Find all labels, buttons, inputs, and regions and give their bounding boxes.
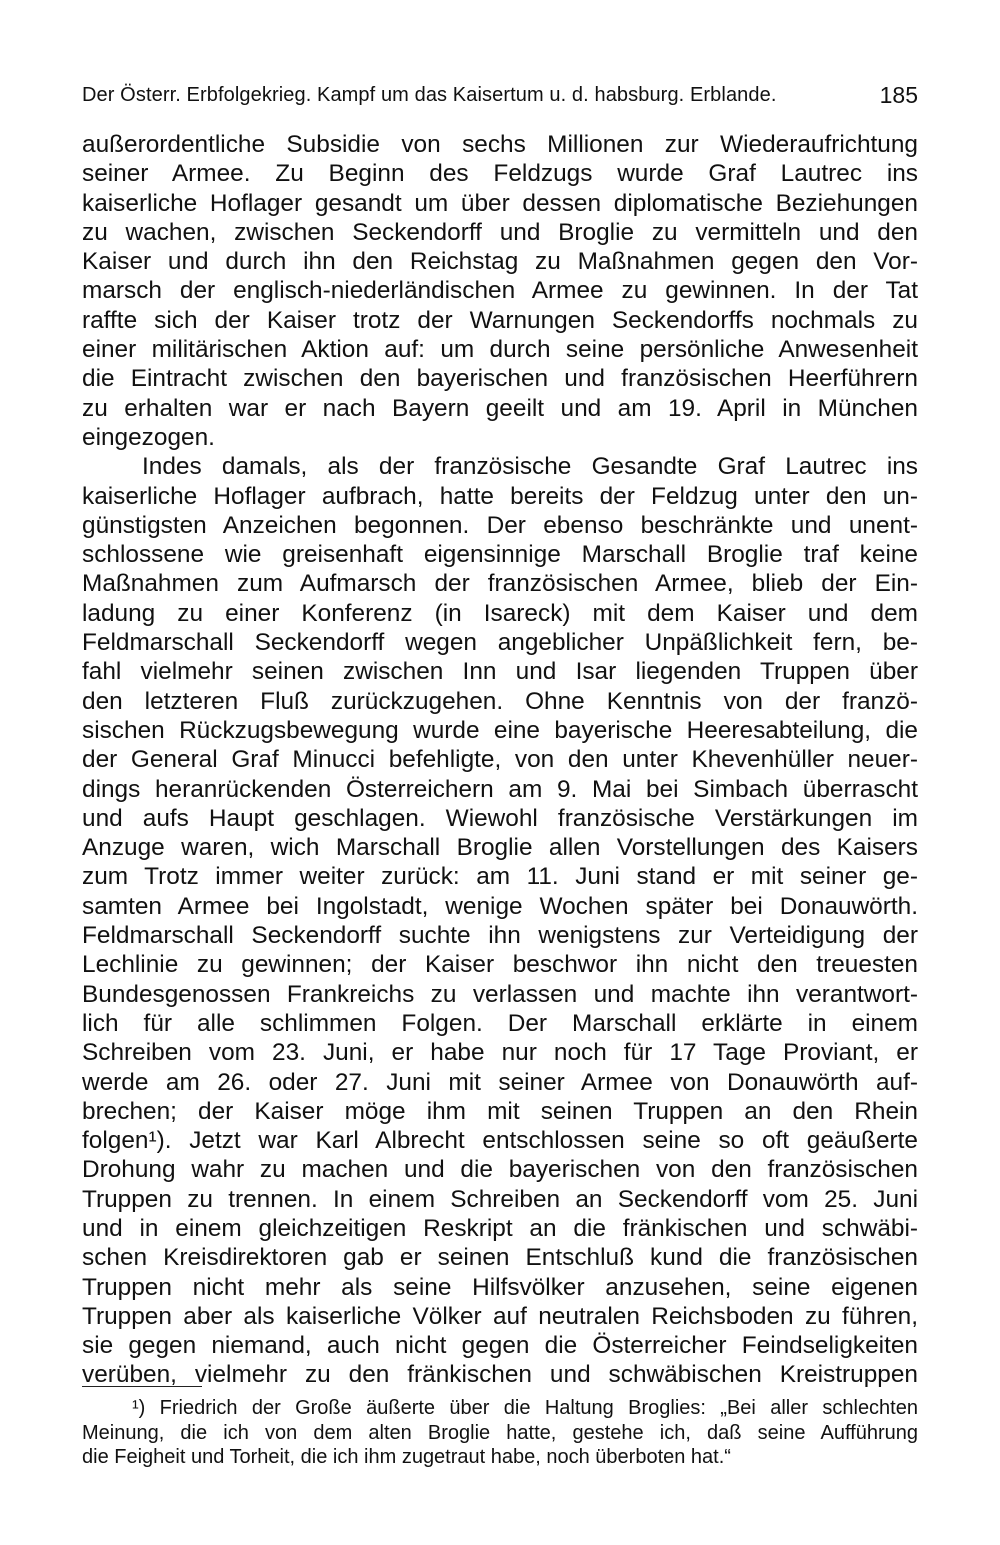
text-line-paragraph-end: eingezogen. bbox=[82, 423, 215, 451]
text-line: Truppen nicht mehr als seine Hilfsvölker anzusehen, seine eigenen bbox=[82, 1273, 918, 1301]
text-line: schlossene wie greisenhaft eigensinnige Marschall Broglie traf keine bbox=[82, 541, 918, 569]
footnote bbox=[82, 1396, 918, 1470]
text-line: zu wachen, zwischen Seckendorff und Broglie zu vermitteln und den bbox=[82, 218, 918, 246]
text-line: dings heranrückenden Österreichern am 9. Mai bei Simbach überrascht bbox=[82, 775, 918, 803]
text-line: Maßnahmen zum Aufmarsch der französischen Armee, blieb der Ein- bbox=[82, 570, 918, 598]
text-line: werde am 26. oder 27. Juni mit seiner Armee von Donauwörth auf- bbox=[82, 1068, 918, 1096]
text-line: schen Kreisdirektoren gab er seinen Entschluß kund die französischen bbox=[82, 1244, 918, 1272]
text-line: der General Graf Minucci befehligte, von den unter Khevenhüller neuer- bbox=[82, 746, 918, 774]
text-line: sischen Rückzugsbewegung wurde eine bayerische Heeresabteilung, die bbox=[82, 716, 918, 744]
text-line: Lechlinie zu gewinnen; der Kaiser beschwor ihn nicht den treuesten bbox=[82, 951, 918, 979]
text-line: Truppen aber als kaiserliche Völker auf neutralen Reichsboden zu führen, bbox=[82, 1302, 918, 1330]
main-text bbox=[82, 130, 918, 1390]
text-line: lich für alle schlimmen Folgen. Der Marschall erklärte in einem bbox=[82, 1009, 918, 1037]
text-line: brechen; der Kaiser möge ihm mit seinen Truppen an den Rhein bbox=[82, 1097, 918, 1125]
page-number: 185 bbox=[879, 82, 918, 108]
footnote-line: Meinung, die ich von dem alten Broglie hatte, gestehe ich, daß seine Aufführung bbox=[82, 1421, 918, 1444]
text-line: Anzuge waren, wich Marschall Broglie allen Vorstellungen des Kaisers bbox=[82, 834, 918, 862]
footnote-line: ¹) Friedrich der Große äußerte über die Haltung Broglies: „Bei aller schlechten bbox=[132, 1397, 918, 1419]
text-line: Truppen zu trennen. In einem Schreiben an Seckendorff vom 25. Juni bbox=[82, 1185, 918, 1213]
text-line: verüben, vielmehr zu den fränkischen und schwäbischen Kreistruppen bbox=[82, 1361, 918, 1389]
text-line: folgen¹). Jetzt war Karl Albrecht entschlossen seine so oft geäußerte bbox=[82, 1127, 918, 1155]
text-line: Feldmarschall Seckendorff wegen angeblicher Unpäßlichkeit fern, be- bbox=[82, 629, 918, 657]
footnote-separator bbox=[82, 1386, 202, 1387]
text-line: marsch der englisch-niederländischen Armee zu gewinnen. In der Tat bbox=[82, 277, 918, 305]
text-line: fahl vielmehr seinen zwischen Inn und Isar liegenden Truppen über bbox=[82, 658, 918, 686]
running-header bbox=[82, 82, 918, 112]
text-line: seiner Armee. Zu Beginn des Feldzugs wurde Graf Lautrec ins bbox=[82, 160, 918, 188]
text-line: sie gegen niemand, auch nicht gegen die Österreicher Feindseligkeiten bbox=[82, 1332, 918, 1360]
text-line: Drohung wahr zu machen und die bayerischen von den französischen bbox=[82, 1156, 918, 1184]
text-line: einer militärischen Aktion auf: um durch seine persönliche Anwesenheit bbox=[82, 336, 918, 364]
text-line: samten Armee bei Ingolstadt, wenige Wochen später bei Donauwörth. bbox=[82, 892, 918, 920]
text-line: Schreiben vom 23. Juni, er habe nur noch für 17 Tage Proviant, er bbox=[82, 1039, 918, 1067]
text-line: ladung zu einer Konferenz (in Isareck) mit dem Kaiser und dem bbox=[82, 599, 918, 627]
footnote-line: die Feigheit und Torheit, die ich ihm zugetraut habe, noch überboten hat.“ bbox=[82, 1446, 731, 1468]
text-line: und in einem gleichzeitigen Reskript an die fränkischen und schwäbi- bbox=[82, 1214, 918, 1242]
running-title: Der Österr. Erbfolgekrieg. Kampf um das Kaisertum u. d. habsburg. Erblande. bbox=[82, 84, 777, 106]
text-line: außerordentliche Subsidie von sechs Millionen zur Wiederaufrichtung bbox=[82, 131, 918, 158]
text-line: Bundesgenossen Frankreichs zu verlassen und machte ihn verantwort- bbox=[82, 980, 918, 1008]
text-line: raffte sich der Kaiser trotz der Warnungen Seckendorffs nochmals zu bbox=[82, 306, 918, 334]
text-line: zu erhalten war er nach Bayern geeilt und am 19. April in München bbox=[82, 394, 918, 422]
text-line: Feldmarschall Seckendorff suchte ihn wenigstens zur Verteidigung der bbox=[82, 922, 918, 950]
text-line: und aufs Haupt geschlagen. Wiewohl französische Verstärkungen im bbox=[82, 804, 918, 832]
text-line: zum Trotz immer weiter zurück: am 11. Juni stand er mit seiner ge- bbox=[82, 863, 918, 891]
text-line: kaiserliche Hoflager aufbrach, hatte bereits der Feldzug unter den un- bbox=[82, 482, 918, 510]
text-line: die Eintracht zwischen den bayerischen und französischen Heerführern bbox=[82, 365, 918, 393]
text-line: günstigsten Anzeichen begonnen. Der ebenso beschränkte und unent- bbox=[82, 511, 918, 539]
text-line: Kaiser und durch ihn den Reichstag zu Maßnahmen gegen den Vor- bbox=[82, 248, 918, 276]
text-line: kaiserliche Hoflager gesandt um über dessen diplomatische Beziehungen bbox=[82, 189, 918, 217]
text-line: den letzteren Fluß zurückzugehen. Ohne Kenntnis von der franzö- bbox=[82, 687, 918, 715]
text-line-paragraph-start: Indes damals, als der französische Gesandte Graf Lautrec ins bbox=[142, 453, 918, 481]
